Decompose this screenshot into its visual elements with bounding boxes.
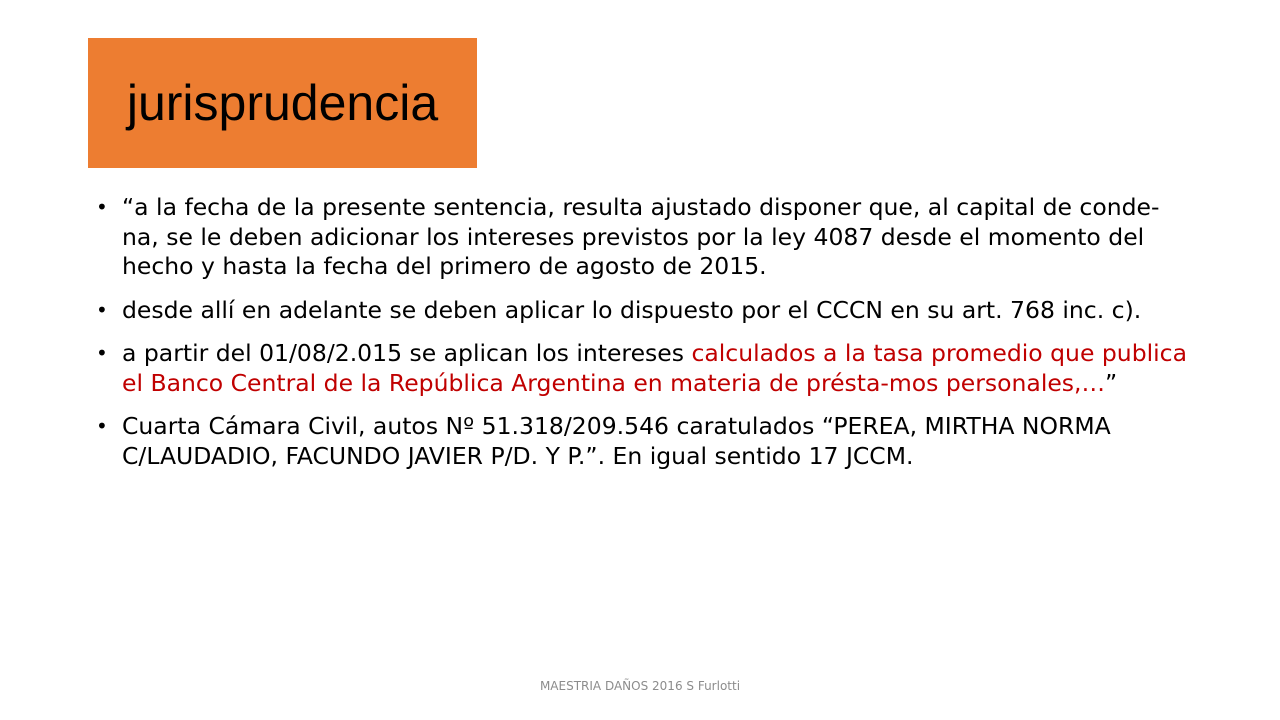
- bullet-dot-icon: •: [96, 341, 108, 365]
- footer-text: MAESTRIA DAÑOS 2016 S Furlotti: [539, 679, 741, 693]
- bullet-dot-icon: •: [96, 195, 108, 219]
- bullet-list: [96, 193, 1196, 485]
- bullet-closing-quote: ”: [1105, 368, 1118, 397]
- bullet-text: Cuarta Cámara Civil, autos Nº 51.318/209.546 caratulados “PEREA, MIRTHA NORMA C/LAUDADIO, FACUNDO JAVIER P/D. Y P.”. En igual sentido 17 JCCM.: [122, 412, 1111, 470]
- bullet-item: [96, 339, 1196, 398]
- bullet-item: [96, 412, 1196, 471]
- bullet-text: a partir del 01/08/2.015 se aplican los intereses: [122, 339, 692, 367]
- title-box: [88, 38, 477, 168]
- bullet-highlight-text: calculados a la tasa promedio que publica el Banco Central de la República Argentina en materia de présta-mos personales,…: [122, 339, 1187, 397]
- slide-title: jurisprudencia: [126, 75, 439, 131]
- bullet-dot-icon: •: [96, 414, 108, 438]
- bullet-text: “a la fecha de la presente sentencia, resulta ajustado disponer que, al capital de conde-na, se le deben adicionar los intereses previstos por la ley 4087 desde el momento del hecho y hasta la fecha del primero de agosto de 2015.: [122, 193, 1160, 280]
- bullet-dot-icon: •: [96, 297, 108, 322]
- bullet-item: [96, 296, 1196, 326]
- bullet-item: [96, 193, 1196, 282]
- bullet-text: desde allí en adelante se deben aplicar lo dispuesto por el CCCN en su art. 768 inc. c).: [122, 295, 1142, 324]
